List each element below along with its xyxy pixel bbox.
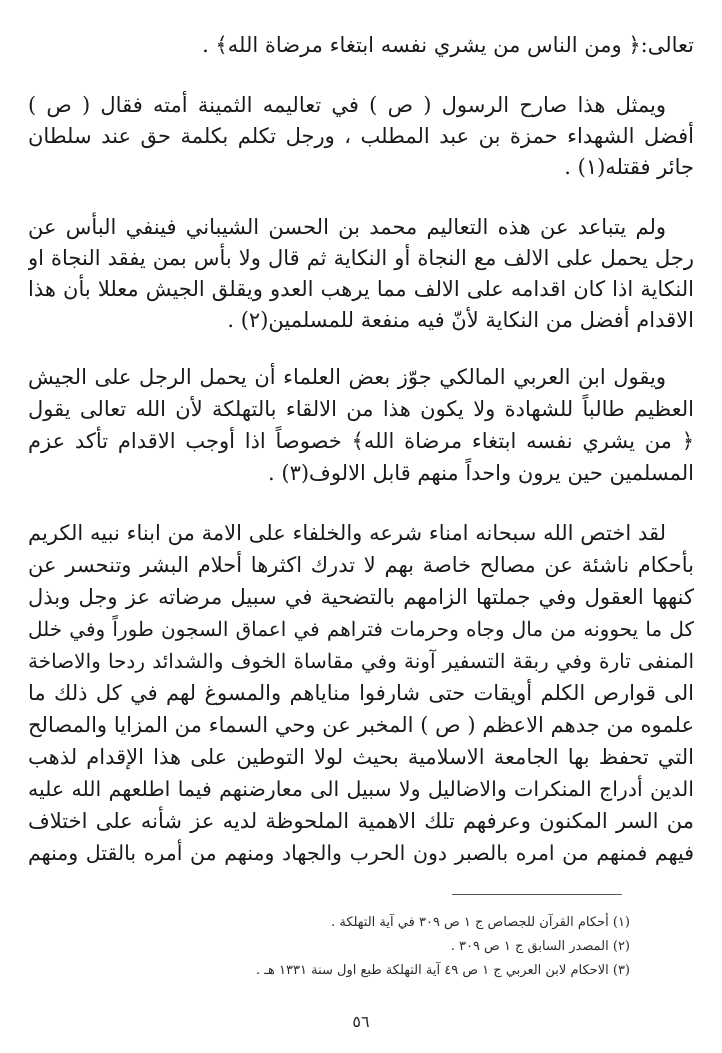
body-line: جائر فقتله(١) .	[564, 155, 694, 179]
footnote: (٣) الاحكام لابن العربي ج ١ ص ٤٩ آية التهلكة طبع اول سنة ١٣٣١ هـ .	[255, 963, 630, 978]
body-line: الدين أدراج المنكرات والاضاليل ولا سبيل الى معارضنهم فيما اطلعهم الله عليه	[28, 777, 694, 801]
body-line: الاقدام أفضل من النكاية لأنّ فيه منفعة للمسلمين(٢) .	[227, 308, 694, 332]
body-line: ﴿ من يشري نفسه ابتغاء مرضاة الله﴾ خصوصاً اذا أوجب الاقدام تأكد عزم	[28, 429, 694, 453]
body-line: بأحكام ناشئة عن مصالح خاصة بهم لا تدرك اكثرها أحلام البشر وتنحسر عن	[28, 553, 694, 577]
body-line: ويقول ابن العربي المالكي جوّز بعض العلماء أن يحمل الرجل على الجيش	[28, 365, 666, 389]
body-line: تعالى:﴿ ومن الناس من يشري نفسه ابتغاء مرضاة الله﴾ .	[202, 33, 694, 57]
body-line: العظيم طالباً للشهادة ولا يكون هذا من الالقاء بالتهلكة لأن الله تعالى يقول	[28, 397, 694, 421]
body-line: ولم يتباعد عن هذه التعاليم محمد بن الحسن الشيباني فينفي البأس عن	[28, 215, 666, 239]
body-line: التي تحفظ بها الجامعة الاسلامية بحيث لولا التوطين على هذا الإقدام لذهب	[28, 745, 694, 769]
body-line: علموه من جدهم الاعظم ( ص ) المخبر عن وحي السماء من المزايا والمصالح	[28, 713, 694, 737]
page-number: ٥٦	[352, 1012, 370, 1031]
footnote: (٢) المصدر السابق ج ١ ص ٣٠٩ .	[450, 939, 630, 954]
body-line: لقد اختص الله سبحانه امناء شرعه والخلفاء على الامة من ابناء نبيه الكريم	[28, 521, 666, 545]
body-line: أفضل الشهداء حمزة بن عبد المطلب ، ورجل تكلم بكلمة حق عند سلطان	[28, 124, 694, 148]
body-line: المسلمين حين يرون واحداً منهم قابل الالوف(٣) .	[268, 461, 694, 485]
body-line: رجل يحمل على الالف مع النجاة أو النكاية ثم قال ولا بأس بمن يفقد النجاة او	[28, 246, 694, 270]
body-line: فيهم فمنهم من امره بالصبر دون الحرب والجهاد ومنهم من أمره بالقتل ومنهم	[28, 841, 694, 865]
body-line: كنهها العقول وفي جملتها الزامهم بالتضحية في سبيل مرضاته عز وجل وبذل	[28, 585, 694, 609]
body-line: ويمثل هذا صارح الرسول ( ص ) في تعاليمه الثمينة أمته فقال ( ص )	[28, 93, 666, 117]
body-line: من السر المكنون وعرفهم تلك الاهمية الملحوظة لديه عز شأنه على اختلاف	[28, 809, 694, 833]
footnote-divider	[452, 894, 622, 895]
body-line: النكاية اذا كان اقدامه على الالف مما يرهب العدو ويقلق الجيش معللا بأن هذا	[28, 277, 694, 301]
body-line: الى قوارص الكلم أويقات حتى شارفوا مناياهم والمسوغ لهم في كل ذلك ما	[28, 681, 694, 705]
footnote: (١) أحكام القرآن للجصاص ج ١ ص ٣٠٩ في آية التهلكة .	[331, 915, 630, 930]
body-line: كل ما يحوونه من مال وجاه وحرمات فتراهم في اعماق السجون طوراً وفي خلل	[28, 617, 694, 641]
body-line: المنفى تارة وفي ربقة التسفير آونة وفي مقاساة الخوف والشدائد ردحا والاصاخة	[28, 649, 694, 673]
